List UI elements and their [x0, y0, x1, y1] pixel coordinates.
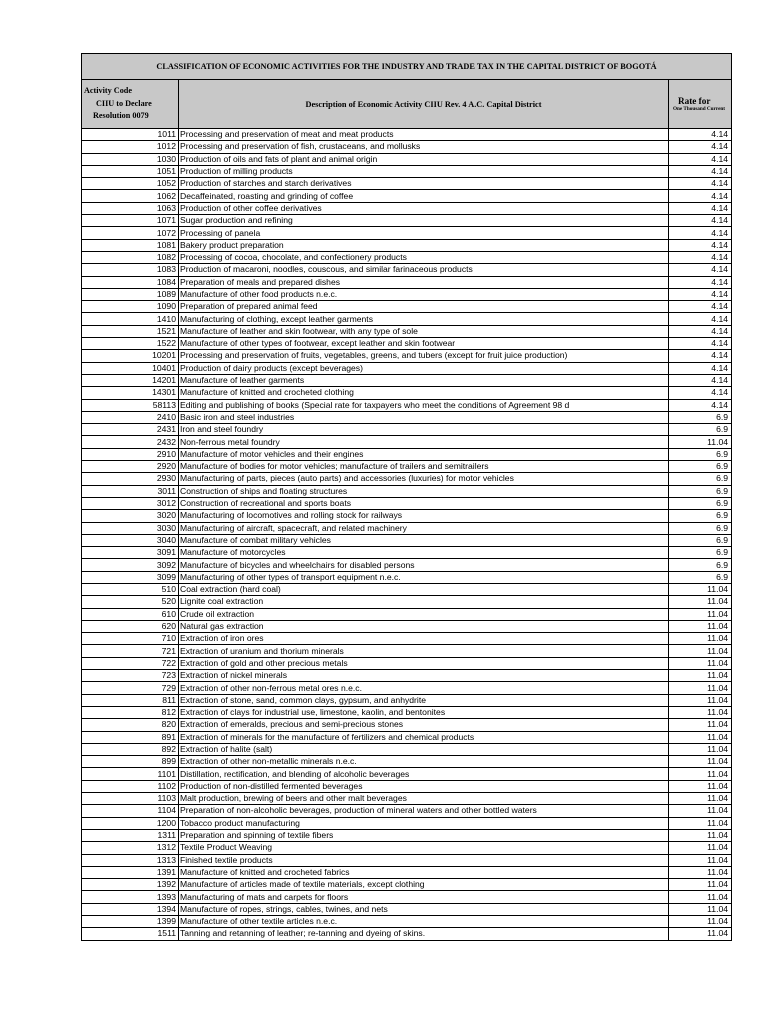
description-cell: Manufacturing of aircraft, spacecraft, and related machinery [179, 522, 669, 534]
rate-cell: 11.04 [669, 756, 732, 768]
description-cell: Manufacture of other textile articles n.e.c. [179, 916, 669, 928]
activity-code-cell: 10401 [82, 362, 179, 374]
rate-cell: 4.14 [669, 215, 732, 227]
description-cell: Preparation of meals and prepared dishes [179, 276, 669, 288]
description-cell: Sugar production and refining [179, 215, 669, 227]
description-cell: Manufacture of bodies for motor vehicles; manufacture of trailers and semitrailers [179, 461, 669, 473]
table-row [82, 842, 732, 854]
activity-code-cell: 10201 [82, 350, 179, 362]
rate-cell: 6.9 [669, 522, 732, 534]
activity-code-cell: 1051 [82, 165, 179, 177]
activity-code-cell: 3011 [82, 485, 179, 497]
activity-code-cell: 1521 [82, 325, 179, 337]
table-row [82, 583, 732, 595]
activity-code-cell: 1200 [82, 817, 179, 829]
activity-code-cell: 2410 [82, 411, 179, 423]
table-row [82, 743, 732, 755]
activity-code-cell: 1089 [82, 288, 179, 300]
table-row [82, 301, 732, 313]
table-row [82, 350, 732, 362]
table-row [82, 411, 732, 423]
table-row [82, 141, 732, 153]
rate-cell: 6.9 [669, 485, 732, 497]
description-cell: Preparation and spinning of textile fibers [179, 829, 669, 841]
description-cell: Manufacture of leather and skin footwear, with any type of sole [179, 325, 669, 337]
table-row [82, 694, 732, 706]
rate-cell: 6.9 [669, 534, 732, 546]
table-row [82, 928, 732, 940]
code-header-line-2: CIIU to Declare [96, 98, 152, 108]
rate-cell: 4.14 [669, 399, 732, 411]
description-cell: Construction of recreational and sports boats [179, 497, 669, 509]
table-row [82, 879, 732, 891]
description-cell: Extraction of uranium and thorium minerals [179, 645, 669, 657]
description-cell: Lignite coal extraction [179, 596, 669, 608]
rate-cell: 11.04 [669, 694, 732, 706]
rate-cell: 6.9 [669, 411, 732, 423]
activity-code-cell: 1083 [82, 264, 179, 276]
activity-code-cell: 1313 [82, 854, 179, 866]
rate-cell: 4.14 [669, 374, 732, 386]
description-cell: Manufacturing of clothing, except leather garments [179, 313, 669, 325]
activity-code-cell: 1084 [82, 276, 179, 288]
table-row [82, 227, 732, 239]
table-row [82, 817, 732, 829]
rate-cell: 11.04 [669, 436, 732, 448]
rate-cell: 4.14 [669, 227, 732, 239]
activity-code-cell: 1062 [82, 190, 179, 202]
table-row [82, 178, 732, 190]
rate-cell: 4.14 [669, 325, 732, 337]
table-row [82, 780, 732, 792]
activity-code-header [82, 80, 179, 129]
rate-cell: 6.9 [669, 510, 732, 522]
table-row [82, 485, 732, 497]
rate-cell: 11.04 [669, 903, 732, 915]
description-cell: Manufacture of bicycles and wheelchairs for disabled persons [179, 559, 669, 571]
rate-cell: 4.14 [669, 141, 732, 153]
activity-code-cell: 892 [82, 743, 179, 755]
description-cell: Production of macaroni, noodles, couscous, and similar farinaceous products [179, 264, 669, 276]
rate-cell: 4.14 [669, 313, 732, 325]
code-header-line-1: Activity Code [84, 86, 132, 96]
description-cell: Manufacturing of mats and carpets for floors [179, 891, 669, 903]
activity-code-cell: 520 [82, 596, 179, 608]
rate-cell: 11.04 [669, 854, 732, 866]
activity-code-cell: 1081 [82, 239, 179, 251]
rate-header [669, 80, 732, 129]
activity-code-cell: 1030 [82, 153, 179, 165]
description-cell: Production of dairy products (except beverages) [179, 362, 669, 374]
rate-cell: 11.04 [669, 891, 732, 903]
activity-code-cell: 1393 [82, 891, 179, 903]
table-row [82, 670, 732, 682]
table-row [82, 436, 732, 448]
table-row [82, 596, 732, 608]
rate-cell: 4.14 [669, 338, 732, 350]
rate-cell: 11.04 [669, 657, 732, 669]
activity-code-cell: 1311 [82, 829, 179, 841]
rate-cell: 11.04 [669, 768, 732, 780]
description-cell: Manufacture of other types of footwear, except leather and skin footwear [179, 338, 669, 350]
rate-cell: 4.14 [669, 251, 732, 263]
table-row [82, 276, 732, 288]
activity-code-cell: 729 [82, 682, 179, 694]
table-row [82, 805, 732, 817]
activity-code-cell: 2930 [82, 473, 179, 485]
table-row [82, 399, 732, 411]
rate-cell: 4.14 [669, 202, 732, 214]
activity-code-cell: 620 [82, 620, 179, 632]
description-cell: Extraction of stone, sand, common clays, gypsum, and anhydrite [179, 694, 669, 706]
activity-code-cell: 1511 [82, 928, 179, 940]
table-row [82, 854, 732, 866]
description-cell: Manufacture of motor vehicles and their engines [179, 448, 669, 460]
table-row [82, 338, 732, 350]
rate-cell: 6.9 [669, 473, 732, 485]
description-header: Description of Economic Activity CIIU Rev. 4 A.C. Capital District [179, 80, 669, 129]
description-cell: Bakery product preparation [179, 239, 669, 251]
activity-classification-table [81, 53, 732, 941]
activity-code-cell: 1071 [82, 215, 179, 227]
rate-cell: 6.9 [669, 547, 732, 559]
activity-code-cell: 2431 [82, 424, 179, 436]
description-cell: Manufacture of other food products n.e.c. [179, 288, 669, 300]
description-cell: Extraction of gold and other precious metals [179, 657, 669, 669]
activity-code-cell: 510 [82, 583, 179, 595]
activity-code-cell: 1052 [82, 178, 179, 190]
rate-header-line-2: One Thousand Current [673, 106, 725, 112]
activity-code-cell: 3099 [82, 571, 179, 583]
activity-code-cell: 891 [82, 731, 179, 743]
table-row [82, 866, 732, 878]
activity-code-cell: 610 [82, 608, 179, 620]
rate-cell: 11.04 [669, 596, 732, 608]
rate-cell: 4.14 [669, 387, 732, 399]
rate-cell: 11.04 [669, 829, 732, 841]
description-cell: Extraction of clays for industrial use, limestone, kaolin, and bentonites [179, 706, 669, 718]
rate-cell: 11.04 [669, 633, 732, 645]
table-row [82, 719, 732, 731]
rate-cell: 11.04 [669, 842, 732, 854]
rate-cell: 4.14 [669, 362, 732, 374]
table-row [82, 239, 732, 251]
description-cell: Textile Product Weaving [179, 842, 669, 854]
rate-cell: 4.14 [669, 190, 732, 202]
rate-cell: 11.04 [669, 743, 732, 755]
activity-code-cell: 1012 [82, 141, 179, 153]
rate-cell: 6.9 [669, 424, 732, 436]
title-row [82, 54, 732, 80]
table-row [82, 313, 732, 325]
table-row [82, 251, 732, 263]
rate-cell: 4.14 [669, 178, 732, 190]
table-row [82, 547, 732, 559]
activity-code-cell: 2920 [82, 461, 179, 473]
rate-cell: 11.04 [669, 731, 732, 743]
activity-code-cell: 721 [82, 645, 179, 657]
table-row [82, 522, 732, 534]
table-row [82, 756, 732, 768]
activity-code-cell: 812 [82, 706, 179, 718]
activity-code-cell: 820 [82, 719, 179, 731]
description-cell: Production of oils and fats of plant and animal origin [179, 153, 669, 165]
description-cell: Non-ferrous metal foundry [179, 436, 669, 448]
table-row [82, 325, 732, 337]
description-cell: Manufacture of knitted and crocheted fabrics [179, 866, 669, 878]
description-cell: Processing of cocoa, chocolate, and confectionery products [179, 251, 669, 263]
activity-code-cell: 1102 [82, 780, 179, 792]
description-cell: Extraction of nickel minerals [179, 670, 669, 682]
document-title: CLASSIFICATION OF ECONOMIC ACTIVITIES FOR THE INDUSTRY AND TRADE TAX IN THE CAPITAL DISTRICT OF BOGOTÁ [82, 54, 732, 80]
table-row [82, 461, 732, 473]
rate-cell: 4.14 [669, 288, 732, 300]
rate-cell: 4.14 [669, 165, 732, 177]
rate-cell: 11.04 [669, 670, 732, 682]
activity-code-cell: 1082 [82, 251, 179, 263]
code-header-line-3: Resolution 0079 [93, 111, 149, 121]
activity-code-cell: 1410 [82, 313, 179, 325]
table-row [82, 387, 732, 399]
table-row [82, 793, 732, 805]
description-cell: Extraction of minerals for the manufacture of fertilizers and chemical products [179, 731, 669, 743]
description-cell: Natural gas extraction [179, 620, 669, 632]
description-cell: Manufacture of motorcycles [179, 547, 669, 559]
activity-code-cell: 3012 [82, 497, 179, 509]
activity-code-cell: 3030 [82, 522, 179, 534]
description-cell: Editing and publishing of books (Special rate for taxpayers who meet the conditions of Agreement 98 d [179, 399, 669, 411]
activity-code-cell: 723 [82, 670, 179, 682]
description-cell: Production of starches and starch derivatives [179, 178, 669, 190]
rate-cell: 4.14 [669, 264, 732, 276]
description-cell: Manufacturing of parts, pieces (auto parts) and accessories (luxuries) for motor vehicles [179, 473, 669, 485]
table-row [82, 165, 732, 177]
rate-cell: 11.04 [669, 583, 732, 595]
activity-code-cell: 1394 [82, 903, 179, 915]
rate-cell: 11.04 [669, 879, 732, 891]
description-cell: Extraction of emeralds, precious and semi-precious stones [179, 719, 669, 731]
rate-cell: 11.04 [669, 928, 732, 940]
description-cell: Processing and preservation of fish, crustaceans, and mollusks [179, 141, 669, 153]
table-row [82, 448, 732, 460]
rate-cell: 11.04 [669, 866, 732, 878]
table-row [82, 559, 732, 571]
activity-code-cell: 710 [82, 633, 179, 645]
rate-cell: 11.04 [669, 608, 732, 620]
rate-cell: 11.04 [669, 706, 732, 718]
table-row [82, 706, 732, 718]
header-row [82, 80, 732, 129]
description-cell: Manufacturing of locomotives and rolling stock for railways [179, 510, 669, 522]
description-cell: Manufacturing of other types of transport equipment n.e.c. [179, 571, 669, 583]
table-row [82, 620, 732, 632]
description-cell: Preparation of non-alcoholic beverages, production of mineral waters and other bottled waters [179, 805, 669, 817]
description-cell: Manufacture of combat military vehicles [179, 534, 669, 546]
table-row [82, 264, 732, 276]
table-row [82, 768, 732, 780]
rate-cell: 4.14 [669, 301, 732, 313]
activity-code-cell: 2910 [82, 448, 179, 460]
table-row [82, 829, 732, 841]
table-row [82, 153, 732, 165]
description-cell: Extraction of halite (salt) [179, 743, 669, 755]
description-cell: Processing and preservation of meat and meat products [179, 129, 669, 141]
rate-cell: 11.04 [669, 916, 732, 928]
activity-code-cell: 3091 [82, 547, 179, 559]
rate-cell: 4.14 [669, 239, 732, 251]
description-cell: Production of other coffee derivatives [179, 202, 669, 214]
description-cell: Preparation of prepared animal feed [179, 301, 669, 313]
rate-cell: 6.9 [669, 448, 732, 460]
description-cell: Tanning and retanning of leather; re-tanning and dyeing of skins. [179, 928, 669, 940]
table-row [82, 731, 732, 743]
activity-code-cell: 1392 [82, 879, 179, 891]
description-cell: Extraction of other non-metallic minerals n.e.c. [179, 756, 669, 768]
activity-code-cell: 1312 [82, 842, 179, 854]
activity-code-cell: 58113 [82, 399, 179, 411]
table-row [82, 645, 732, 657]
activity-code-cell: 1391 [82, 866, 179, 878]
activity-code-cell: 1072 [82, 227, 179, 239]
activity-code-cell: 1522 [82, 338, 179, 350]
description-cell: Basic iron and steel industries [179, 411, 669, 423]
rate-cell: 4.14 [669, 153, 732, 165]
rate-cell: 4.14 [669, 129, 732, 141]
rate-cell: 6.9 [669, 559, 732, 571]
description-cell: Manufacture of ropes, strings, cables, twines, and nets [179, 903, 669, 915]
description-cell: Extraction of iron ores [179, 633, 669, 645]
table-row [82, 215, 732, 227]
description-cell: Production of non-distilled fermented beverages [179, 780, 669, 792]
activity-code-cell: 2432 [82, 436, 179, 448]
activity-code-cell: 899 [82, 756, 179, 768]
description-cell: Processing and preservation of fruits, vegetables, greens, and tubers (except for fruit juice production) [179, 350, 669, 362]
activity-code-cell: 1399 [82, 916, 179, 928]
table-row [82, 424, 732, 436]
rate-cell: 11.04 [669, 817, 732, 829]
description-cell: Processing of panela [179, 227, 669, 239]
activity-code-cell: 3092 [82, 559, 179, 571]
table-row [82, 288, 732, 300]
activity-code-cell: 1090 [82, 301, 179, 313]
activity-code-cell: 722 [82, 657, 179, 669]
description-cell: Manufacture of articles made of textile materials, except clothing [179, 879, 669, 891]
table-row [82, 891, 732, 903]
table-row [82, 633, 732, 645]
description-cell: Finished textile products [179, 854, 669, 866]
table-row [82, 202, 732, 214]
rate-cell: 11.04 [669, 620, 732, 632]
activity-code-cell: 1104 [82, 805, 179, 817]
description-cell: Decaffeinated, roasting and grinding of coffee [179, 190, 669, 202]
table-row [82, 473, 732, 485]
rate-cell: 6.9 [669, 571, 732, 583]
rate-header-line-1: Rate for [678, 96, 711, 106]
table-row [82, 534, 732, 546]
description-cell: Coal extraction (hard coal) [179, 583, 669, 595]
description-cell: Crude oil extraction [179, 608, 669, 620]
table-row [82, 497, 732, 509]
rate-cell: 11.04 [669, 805, 732, 817]
activity-code-cell: 811 [82, 694, 179, 706]
table-row [82, 571, 732, 583]
description-cell: Distillation, rectification, and blending of alcoholic beverages [179, 768, 669, 780]
activity-code-cell: 3040 [82, 534, 179, 546]
rate-cell: 11.04 [669, 719, 732, 731]
table-body [82, 129, 732, 941]
activity-code-cell: 14301 [82, 387, 179, 399]
description-cell: Production of milling products [179, 165, 669, 177]
table-row [82, 129, 732, 141]
description-cell: Tobacco product manufacturing [179, 817, 669, 829]
table-row [82, 362, 732, 374]
rate-cell: 11.04 [669, 780, 732, 792]
rate-cell: 4.14 [669, 350, 732, 362]
rate-cell: 11.04 [669, 793, 732, 805]
table-row [82, 608, 732, 620]
rate-cell: 11.04 [669, 645, 732, 657]
description-cell: Construction of ships and floating structures [179, 485, 669, 497]
activity-code-cell: 3020 [82, 510, 179, 522]
table-row [82, 682, 732, 694]
rate-cell: 6.9 [669, 461, 732, 473]
description-cell: Extraction of other non-ferrous metal ores n.e.c. [179, 682, 669, 694]
table-row [82, 916, 732, 928]
description-cell: Manufacture of leather garments [179, 374, 669, 386]
table-row [82, 374, 732, 386]
description-cell: Iron and steel foundry [179, 424, 669, 436]
description-cell: Manufacture of knitted and crocheted clothing [179, 387, 669, 399]
activity-code-cell: 1101 [82, 768, 179, 780]
rate-cell: 6.9 [669, 497, 732, 509]
activity-code-cell: 1063 [82, 202, 179, 214]
rate-cell: 11.04 [669, 682, 732, 694]
activity-code-cell: 1103 [82, 793, 179, 805]
rate-cell: 4.14 [669, 276, 732, 288]
description-cell: Malt production, brewing of beers and other malt beverages [179, 793, 669, 805]
table-row [82, 510, 732, 522]
table-row [82, 190, 732, 202]
activity-code-cell: 1011 [82, 129, 179, 141]
table-row [82, 903, 732, 915]
activity-code-cell: 14201 [82, 374, 179, 386]
table-row [82, 657, 732, 669]
